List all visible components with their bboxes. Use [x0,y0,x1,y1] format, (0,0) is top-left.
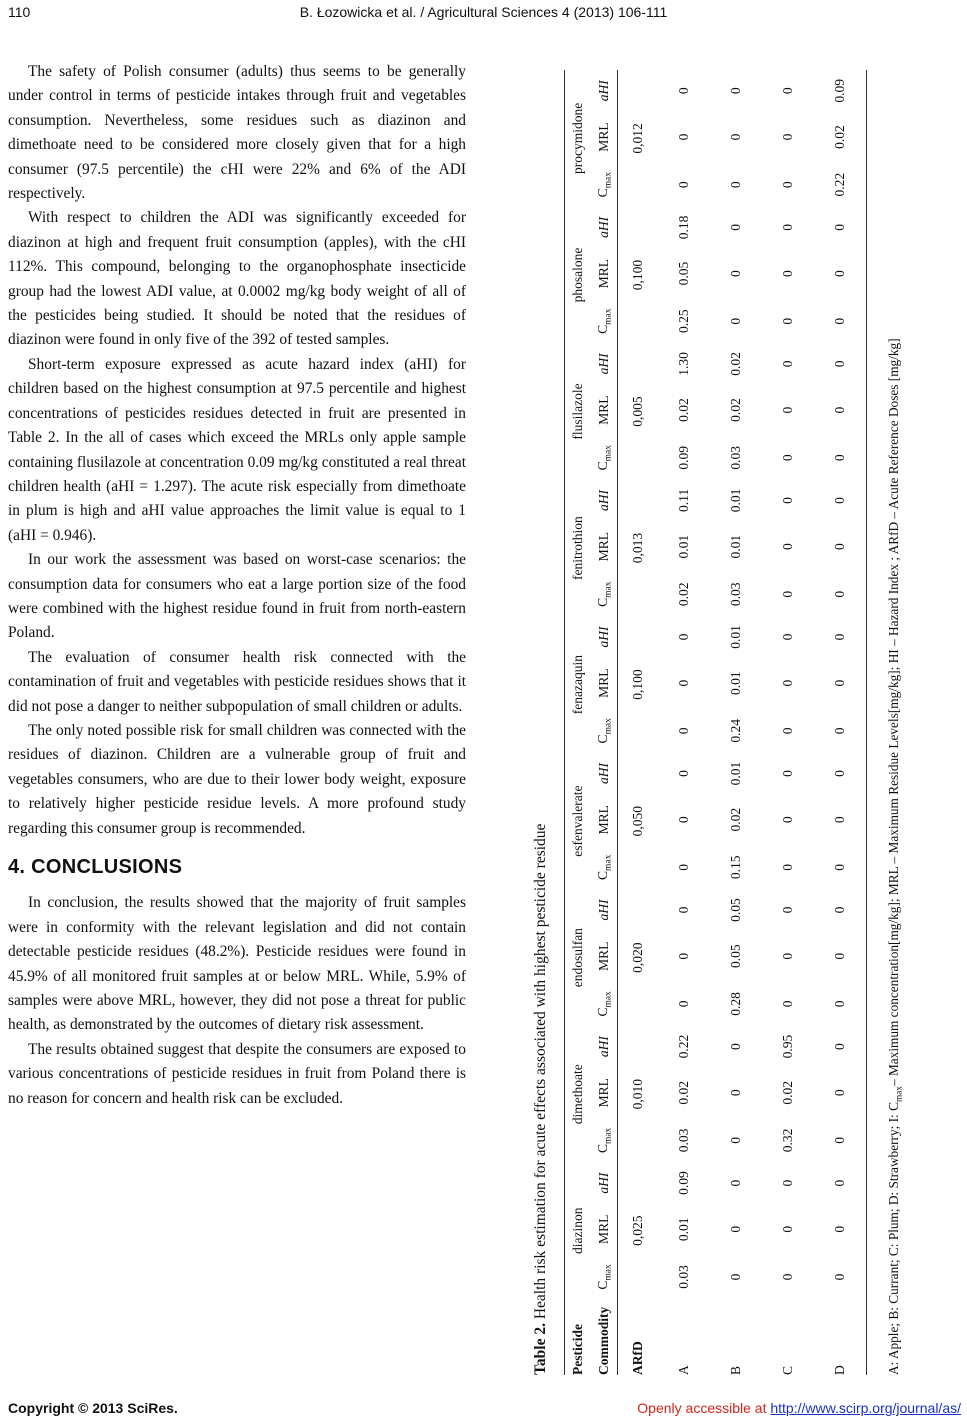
table-cell: 0.05 [676,261,691,286]
table-cell: 0 [676,952,691,960]
cmax-sub: max [603,1127,614,1145]
footnote-sub: max [894,1086,905,1103]
mrl-header: MRL [591,521,618,572]
pesticide-header: dimethoate [565,1026,592,1163]
table-cell: 0 [676,679,691,687]
cmax-sub: max [603,1264,614,1281]
table-cell: 0.02 [676,398,691,422]
ahi-header: aHI [591,1162,618,1203]
table-cell: 0.15 [728,855,743,880]
table-cell: 0 [814,931,867,982]
cmax-c: C [594,324,610,334]
header-row-subcolumns [591,70,618,1375]
pesticide-header: fenazaquin [565,616,592,753]
arfd-value: 0,100 [618,207,659,344]
table-2-region [520,55,940,1375]
table-cell: 0 [676,1000,691,1008]
table-cell: 0 [814,982,867,1026]
footnote-post: – Maximum concentration[mg/kg]; MRL – Maximum Residue Levels[mg/kg]; HI – Hazard Index ; ARfD – Acute Reference Doses [mg/kg] [886,338,901,1087]
table-cell: 0.01 [676,1217,691,1242]
section-heading: 4. CONCLUSIONS [8,856,183,878]
arfd-value: 0,012 [618,70,659,207]
cmax-c: C [594,1007,610,1017]
ahi-header: aHI [591,343,618,384]
row-label: A [676,1365,691,1375]
table-cell: 0 [780,224,795,231]
table-cell: 0.22 [814,163,867,207]
corner-commodity: Commodity [596,1306,611,1375]
table-cell: 0 [728,133,743,141]
journal-link[interactable]: http://www.scirp.org/journal/as/ [770,1400,961,1416]
table-cell: 0 [780,317,795,325]
table-cell: 0 [814,385,867,436]
table-cell: 0 [814,1255,867,1299]
arfd-value: 0,010 [618,1026,659,1163]
conclusion-paragraph: The results obtained suggest that despite the consumers are exposed to various concentrations of pesticide residues in fruit from Poland there is no reason for concern and health risk can be excluded. [8,1040,466,1107]
pesticide-header: diazinon [565,1162,592,1299]
table-cell: 0.03 [728,582,743,607]
table-cell: 0.03 [728,445,743,470]
mrl-header: MRL [591,931,618,982]
table-cell: 0.01 [676,534,691,559]
corner-pesticide: Pesticide [565,1299,592,1375]
table-cell: 0 [814,658,867,709]
table-cell: 0.02 [728,807,743,832]
table-cell: 0.05 [728,944,743,969]
table-cell: 0.09 [676,445,691,470]
table-cell: 0 [814,343,867,384]
mrl-header: MRL [591,1204,618,1255]
mrl-header: MRL [591,111,618,162]
table-cell: 0.01 [728,488,743,513]
table-cell: 0.02 [728,398,743,422]
pesticide-header: phosalone [565,207,592,344]
cmax-header [591,163,618,207]
cmax-sub: max [603,445,614,462]
table-cell: 0 [814,709,867,753]
ahi-header: aHI [591,70,618,111]
table-cell: 0.05 [728,898,743,922]
table-cell: 0.32 [780,1128,795,1153]
table-cell: 0 [728,270,743,277]
running-title: B. Łozowicka et al. / Agricultural Sciences 4 (2013) 106-111 [299,4,668,20]
table-cell: 0 [814,480,867,521]
table-cell: 0 [728,1179,743,1187]
access-text: Openly accessible at [637,1400,771,1416]
ahi-header: aHI [591,889,618,930]
table-cell: 0 [780,181,795,189]
table-cell: 0 [814,1067,867,1118]
table-caption-text: Health risk estimation for acute effects associated with highest pesticide residue [532,823,549,1324]
table-cell: 0.25 [676,309,691,334]
table-cell: 0 [728,1043,743,1050]
cmax-header [591,299,618,343]
table-cell: 0 [814,299,867,343]
open-access-line [637,1400,961,1416]
ahi-header: aHI [591,753,618,794]
table-cell: 0 [780,1179,795,1187]
table-cell: 0.95 [780,1034,795,1059]
cmax-c: C [594,870,610,880]
table-cell: 0 [780,133,795,141]
arfd-value: 0,050 [618,753,659,890]
table-cell: 0 [728,87,743,95]
row-label: B [728,1365,743,1375]
table-row [762,70,814,1375]
table-cell: 0 [814,248,867,299]
table-caption-label: Table 2. [532,1323,549,1375]
mrl-header: MRL [591,658,618,709]
table-cell: 0 [780,360,795,368]
row-label: C [780,1365,795,1375]
table-cell: 0 [780,906,795,914]
copyright: Copyright © 2013 SciRes. [8,1400,178,1416]
cmax-header [591,1255,618,1299]
cmax-sub: max [603,718,614,735]
table-row [658,70,710,1375]
table-cell: 0.02 [814,111,867,162]
mrl-header: MRL [591,385,618,436]
pesticide-header: endosulfan [565,889,592,1026]
table-cell: 0.02 [676,1080,691,1105]
arfd-value: 0,005 [618,343,659,480]
body-paragraph: The safety of Polish consumer (adults) thus seems to be generally under control in terms of pesticide intakes through fruit and vegetables consumption. Nevertheless, some residues such as diazinon and dimethoate need to be considered more closely given that for a high consumer (97.5 percentile) the cHI were 22% and 6% of the ADI respectively. [8,63,466,203]
table-cell: 0 [780,1000,795,1008]
table-cell: 0 [728,1273,743,1281]
mrl-header: MRL [591,1067,618,1118]
cmax-c: C [594,188,610,198]
table-cell: 0 [814,1026,867,1067]
table-cell: 0.01 [728,761,743,786]
table-cell: 0 [780,770,795,777]
table-cell: 0 [814,436,867,480]
table-cell: 1.30 [676,352,691,376]
table-2-rotated [520,55,940,1375]
row-label: D [814,1299,867,1375]
table-cell: 0.24 [728,719,743,743]
cmax-c: C [594,597,610,607]
text-column [8,60,466,1111]
table-caption [532,824,550,1375]
table-cell: 0 [780,87,795,95]
arfd-value: 0,025 [618,1162,659,1299]
table-cell: 0 [780,952,795,960]
table-row [814,70,867,1375]
conclusion-paragraph: In conclusion, the results showed that the majority of fruit samples were in conformity with the relevant legislation and did not contain detectable pesticide residues (48.2%). Pesticide residues were found in 45.9% of all monitored fruit samples at or below MRL. While, 5.9% of samples were above MRL, however, they did not pose a threat for public health, as demonstrated by the outcomes of dietary risk assessment. [8,894,466,1034]
body-paragraph: In our work the assessment was based on worst-case scenarios: the consumption data for consumers who eat a large portion size of the food were combined with the highest residue found in fruit from north-eastern Poland. [8,551,466,642]
body-paragraph: With respect to children the ADI was significantly exceeded for diazinon at high and frequent fruit consumption (apples), with the cHI 112%. This compound, belonging to the organophosphate insecticide group had the lowest ADI value, at 0.0002 mg/kg body weight of all of the pesticides being studied. It should be noted that the residues of diazinon were found in only five of the 392 of tested samples. [8,209,466,349]
table-row [710,70,762,1375]
body-paragraph: Short-term exposure expressed as acute hazard index (aHI) for children based on the highest consumption at 97.5 percentile and highest concentrations of pesticides residues detected in fruit are presented in Table 2. In the all of cases which exceed the MRLs only apple sample containing flusilazole at concentration 0.09 mg/kg constituted a real threat children health (aHI = 1.297). The acute risk especially from dimethoate in plum is high and aHI value approaches the limit value is equal to 1 (aHI = 0.946). [8,355,466,544]
table-cell: 0 [676,633,691,641]
body-paragraph: The only noted possible risk for small children was connected with the residues of diazinon. Children are a vulnerable group of fruit and vegetables consumers, who are due to their lower body weight, exposure to relatively higher pesticide residue levels. A more profound study regarding this consumer group is recommended. [8,721,466,837]
cmax-header [591,572,618,616]
table-cell: 0.02 [676,582,691,607]
cmax-header [591,436,618,480]
table-cell: 0 [728,181,743,189]
pesticide-header: flusilazole [565,343,592,480]
table-cell: 0 [814,889,867,930]
table-cell: 0 [780,406,795,414]
table-cell: 0 [780,270,795,277]
cmax-header [591,709,618,753]
cmax-header [591,845,618,889]
table-cell: 0.03 [676,1128,691,1153]
table-cell: 0 [676,727,691,735]
table-cell: 0 [814,572,867,616]
table-cell: 0 [814,1162,867,1203]
ahi-header: aHI [591,616,618,657]
ahi-header: aHI [591,207,618,248]
table-cell: 0 [814,207,867,248]
table-cell: 0.02 [780,1080,795,1105]
risk-table [564,70,867,1375]
table-cell: 0.01 [728,625,743,649]
cmax-sub: max [603,991,614,1008]
table-cell: 0.02 [728,352,743,376]
table-cell: 0 [676,87,691,95]
cmax-c: C [594,734,610,744]
table-cell: 0 [814,1118,867,1162]
table-footnote [886,338,905,1375]
table-cell: 0.01 [728,671,743,695]
table-cell: 0.22 [676,1034,691,1059]
cmax-sub: max [603,854,614,871]
table-cell: 0 [676,770,691,777]
table-cell: 0.28 [728,992,743,1016]
arfd-value: 0,020 [618,889,659,1026]
page-number: 110 [8,4,31,20]
cmax-header [591,982,618,1026]
arfd-value: 0,100 [618,616,659,753]
table-cell: 0 [814,1204,867,1255]
cmax-header [591,1118,618,1162]
cmax-c: C [594,1144,610,1154]
table-cell: 0.03 [676,1265,691,1289]
table-cell: 0.09 [814,70,867,111]
table-cell: 0 [728,1225,743,1233]
header-row-pesticides [565,70,592,1375]
arfd-label: ARfD [618,1299,659,1375]
table-cell: 0 [780,1273,795,1281]
table-cell: 0 [814,616,867,657]
cmax-sub: max [603,581,614,598]
table-cell: 0 [780,633,795,641]
cmax-sub: max [603,308,614,325]
ahi-header: aHI [591,1026,618,1067]
table-cell: 0 [728,1089,743,1097]
table-cell: 0 [780,590,795,598]
table-cell: 0 [676,863,691,871]
ahi-header: aHI [591,480,618,521]
table-cell: 0 [676,906,691,914]
table-cell: 0 [728,317,743,325]
pesticide-header: procymidone [565,70,592,207]
table-cell: 0.11 [676,488,691,513]
body-paragraph: The evaluation of consumer health risk connected with the contamination of fruit and vegetables with pesticide residues shows that it did not pose a danger to neither subpopulation of small children or adults. [8,648,466,715]
table-cell: 0 [780,1225,795,1233]
mrl-header: MRL [591,248,618,299]
arfd-value: 0,013 [618,480,659,617]
mrl-header: MRL [591,794,618,845]
table-cell: 0 [780,863,795,871]
table-cell: 0 [676,816,691,824]
table-cell: 0 [814,845,867,889]
cmax-c: C [594,461,610,471]
table-cell: 0 [780,543,795,551]
table-cell: 0 [676,181,691,189]
arfd-row [618,70,659,1375]
table-cell: 0.18 [676,215,691,240]
table-cell: 0 [814,521,867,572]
table-cell: 0 [780,816,795,824]
table-cell: 0 [780,454,795,462]
table-cell: 0 [780,679,795,687]
table-cell: 0 [676,133,691,141]
table-cell: 0 [814,794,867,845]
cmax-sub: max [603,172,614,189]
table-cell: 0 [728,1137,743,1144]
cmax-c: C [594,1280,610,1290]
table-cell: 0 [814,753,867,794]
table-cell: 0 [780,497,795,504]
pesticide-header: esfenvalerate [565,753,592,890]
table-cell: 0 [780,727,795,735]
footnote-pre: A: Apple; B: Currant; C: Plum; D: Strawberry; I: C [886,1102,901,1375]
table-cell: 0.09 [676,1171,691,1195]
pesticide-header: fenitrothion [565,480,592,617]
table-cell: 0 [728,224,743,231]
table-cell: 0.01 [728,534,743,559]
